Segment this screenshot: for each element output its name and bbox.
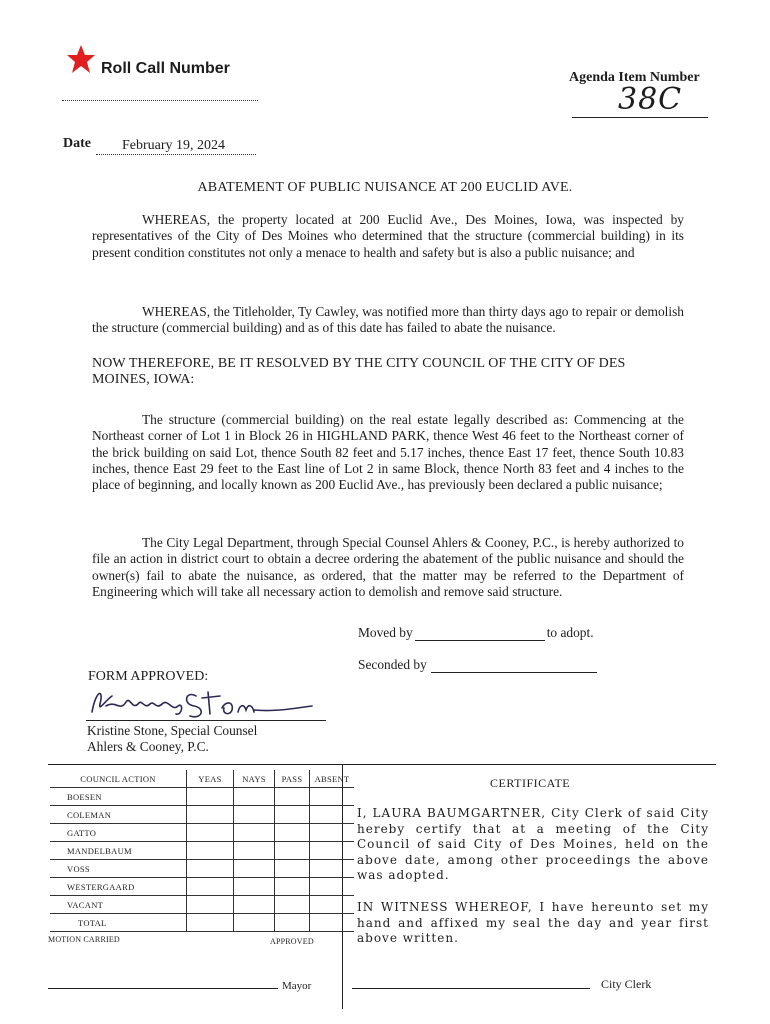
- table-row: [50, 824, 354, 842]
- clerk-signature-line: [352, 988, 590, 989]
- city-clerk-label: City Clerk: [601, 977, 652, 991]
- mayor-label: Mayor: [282, 980, 312, 992]
- whereas-paragraph-1: WHEREAS, the property located at 200 Euclid Ave., Des Moines, Iowa, was inspected by representatives of the City of Des Moines who determined that the structure (commercial building) in its present condition constitutes not only a menace to health and safety but is also a public nuisance; and: [92, 212, 684, 260]
- motion-carried-label: MOTION CARRIED: [48, 935, 120, 944]
- seconded-by-label: Seconded by: [358, 657, 427, 672]
- approved-label: APPROVED: [270, 937, 314, 946]
- member-name: VOSS: [50, 860, 187, 878]
- date-value: February 19, 2024: [96, 138, 256, 155]
- form-approved-label: FORM APPROVED:: [88, 669, 209, 684]
- certificate-body: I, LAURA BAUMGARTNER, City Clerk of said City hereby certify that at a meeting of the City Council of said City of Des Moines, held on the above date, among other proceedings the above was adopted.: [357, 806, 709, 883]
- table-row: [50, 806, 354, 824]
- legal-paragraph: The City Legal Department, through Special Counsel Ahlers & Cooney, P.C., is hereby authorized to file an action in district court to obtain a decree ordering the abatement of the public nuisance and should the owner(s) fail to abate the nuisance, as ordered, that the matter may be referred to the Department of Engineering which will take all necessary action to demolish and remove said structure.: [92, 535, 684, 599]
- mayor-signature-line: [48, 988, 278, 989]
- moved-by-label: Moved by: [358, 625, 413, 640]
- member-name: MANDELBAUM: [50, 842, 187, 860]
- resolution-title: ABATEMENT OF PUBLIC NUISANCE AT 200 EUCLID AVE.: [197, 180, 573, 195]
- certificate-witness: IN WITNESS WHEREOF, I have hereunto set my hand and affixed my seal the day and year first above written.: [357, 900, 709, 946]
- pass-header: PASS: [275, 770, 310, 788]
- table-row: [50, 860, 354, 878]
- roll-call-label: Roll Call Number: [101, 60, 230, 77]
- red-star-icon: [66, 44, 96, 74]
- member-name: COLEMAN: [50, 806, 187, 824]
- to-adopt-label: to adopt.: [546, 625, 594, 640]
- council-action-header: COUNCIL ACTION: [50, 770, 187, 788]
- counsel-firm: Ahlers & Cooney, P.C.: [87, 739, 209, 754]
- total-label: TOTAL: [50, 914, 187, 932]
- table-row: [50, 878, 354, 896]
- structure-paragraph: The structure (commercial building) on the real estate legally described as: Commencing at the Northeast corner of Lot 1 in Block 26 in HIGHLAND PARK, thence West 46 feet to the Northeast corner of the brick building on said Lot, thence South 82 feet and 5.17 inches, thence East 17 feet, thence South 10.83 inches, thence East 29 feet to the East line of Lot 2 in same Block, thence North 83 feet and 4 inches to the place of beginning, and locally known as 200 Euclid Ave., has previously been declared a public nuisance;: [92, 412, 684, 493]
- absent-header: ABSENT: [310, 770, 355, 788]
- roll-call-number-line: [62, 100, 258, 101]
- agenda-item-number: 38C: [618, 82, 683, 117]
- table-row: [50, 788, 354, 806]
- counsel-name: Kristine Stone, Special Counsel: [87, 723, 258, 738]
- signature-line: [86, 720, 326, 721]
- member-name: VACANT: [50, 896, 187, 914]
- date-label: Date: [63, 136, 91, 151]
- seconded-by-line: [358, 657, 597, 673]
- member-name: GATTO: [50, 824, 187, 842]
- council-action-table: [50, 770, 354, 932]
- moved-by-line: [358, 625, 594, 641]
- table-row: [50, 842, 354, 860]
- whereas-paragraph-2: WHEREAS, the Titleholder, Ty Cawley, was notified more than thirty days ago to repair or demolish the structure (commercial building) and as of this date has failed to abate the nuisance.: [92, 304, 684, 336]
- handwritten-signature: [86, 682, 316, 722]
- resolved-heading: NOW THEREFORE, BE IT RESOLVED BY THE CITY COUNCIL OF THE CITY OF DES MOINES, IOWA:: [92, 356, 626, 387]
- agenda-item-line: [572, 117, 708, 118]
- moved-by-blank: [415, 640, 545, 641]
- seconded-by-blank: [431, 672, 597, 673]
- table-row: [50, 896, 354, 914]
- nays-header: NAYS: [234, 770, 275, 788]
- section-divider: [48, 764, 716, 765]
- total-row: [50, 914, 354, 932]
- certificate-title: CERTIFICATE: [490, 776, 571, 790]
- agenda-item-label: Agenda Item Number: [569, 70, 700, 85]
- member-name: WESTERGAARD: [50, 878, 187, 896]
- yeas-header: YEAS: [187, 770, 234, 788]
- council-header-row: [50, 770, 354, 788]
- member-name: BOESEN: [50, 788, 187, 806]
